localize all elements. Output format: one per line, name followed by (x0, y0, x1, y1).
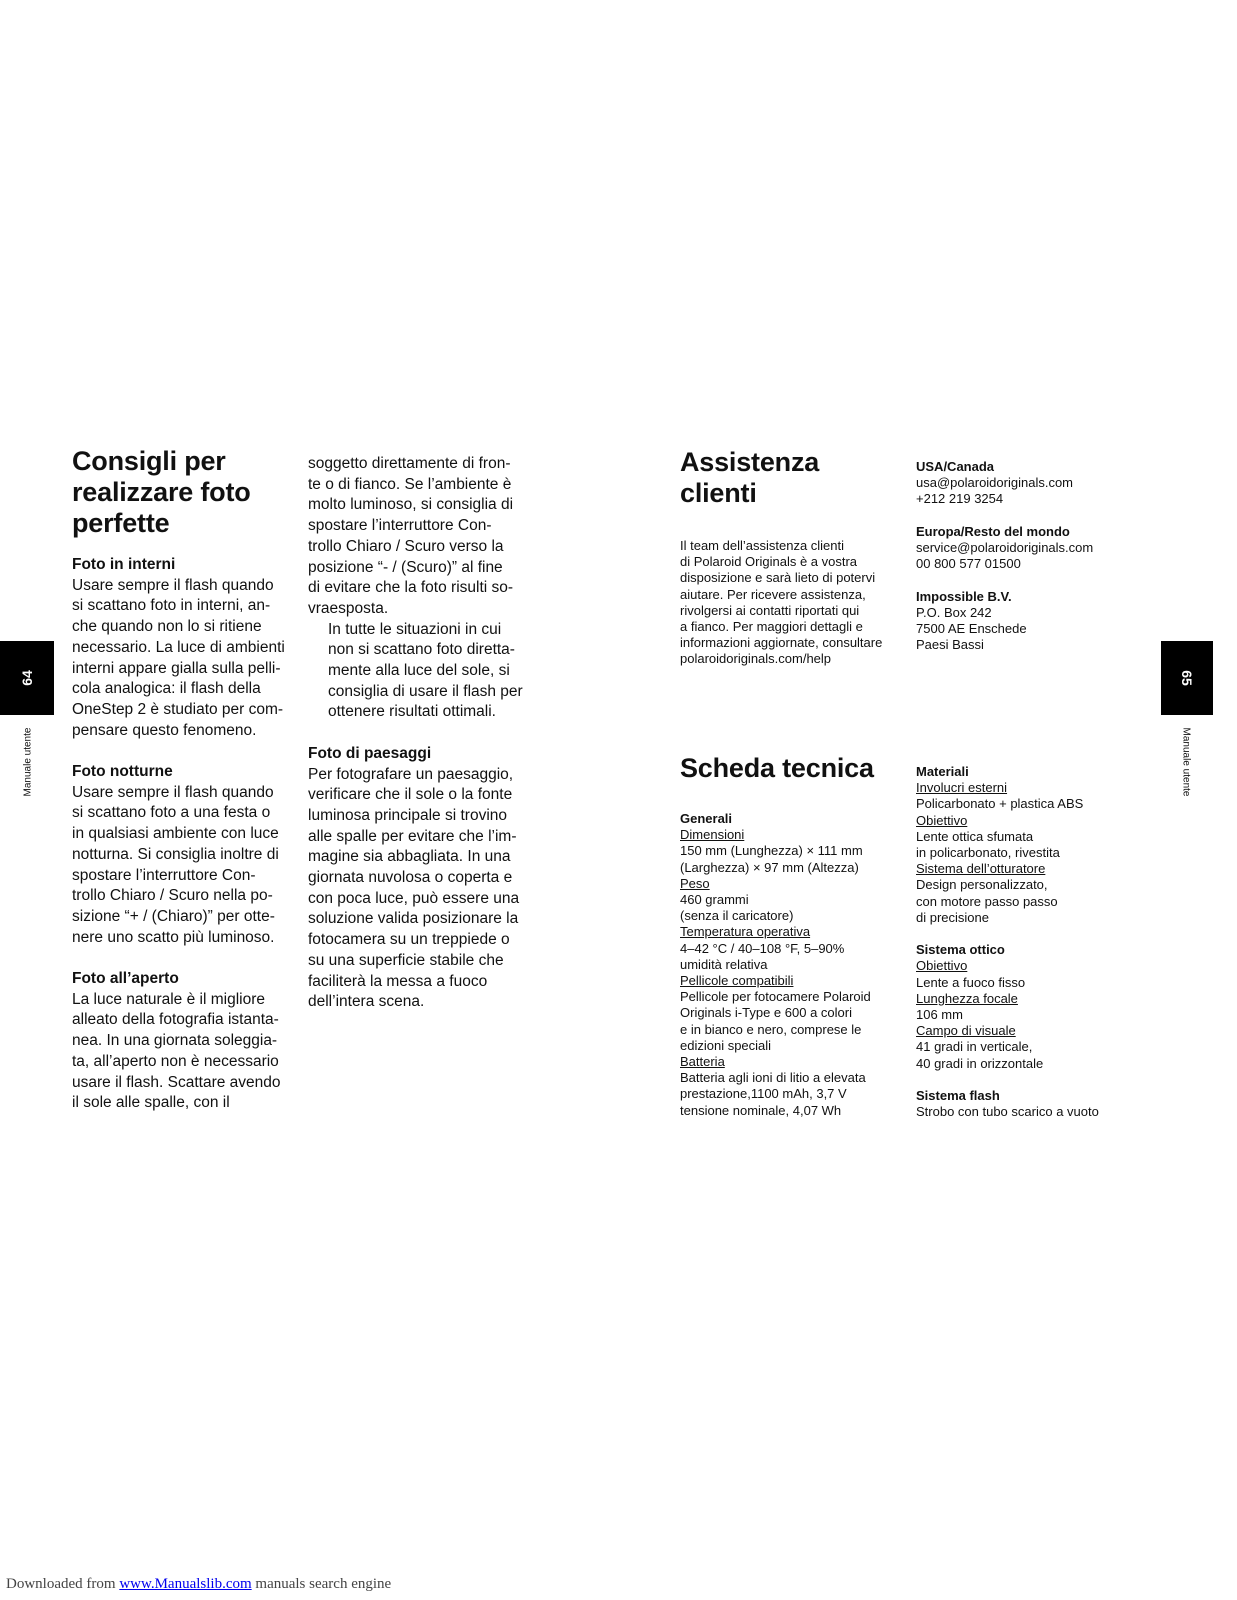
text-line: (Larghezza) × 97 mm (Altezza) (680, 859, 859, 875)
section-title-assistenza (680, 447, 900, 509)
text-line: trollo Chiaro / Scuro verso la (308, 537, 504, 555)
text-line: vraesposta. (308, 599, 389, 617)
text-line: Lente ottica sfumata (916, 828, 1034, 844)
text-line: Pellicole per fotocamere Polaroid (680, 989, 871, 1005)
spec-label-weight: Peso (680, 875, 710, 891)
contact-usa (916, 475, 1146, 507)
text-line: P.O. Box 242 (916, 604, 992, 620)
text-line: Usare sempre il flash quando (72, 783, 274, 801)
text-line: faciliterà la messa a fuoco (308, 972, 488, 990)
text-line: cola analogica: il flash della (72, 680, 261, 698)
spec-label-lens-material: Obiettivo (916, 812, 968, 828)
text-line: 40 gradi in orizzontale (916, 1055, 1044, 1071)
download-footer (6, 1576, 391, 1593)
text-line: trollo Chiaro / Scuro nella po- (72, 887, 273, 905)
text-line: in qualsiasi ambiente con luce (72, 825, 279, 843)
page-title-consigli (72, 446, 302, 539)
text-line: con motore passo passo (916, 893, 1058, 909)
text-line: polaroidoriginals.com/help (680, 651, 832, 667)
left-page (0, 0, 618, 1560)
spec-weight (680, 892, 912, 924)
page-number-tab-64 (0, 641, 54, 715)
spec-label-film: Pellicole compatibili (680, 973, 794, 989)
subheading-landscape: Foto di paesaggi (308, 744, 432, 762)
text-line: usare il flash. Scattare avendo (72, 1073, 281, 1091)
text-line: magine sia abbagliata. In una (308, 848, 511, 866)
contact-europe (916, 540, 1146, 572)
spec-heading-flash: Sistema flash (916, 1088, 1000, 1104)
contact-heading-usa: USA/Canada (916, 459, 995, 474)
spec-label-temperature: Temperatura operativa (680, 924, 811, 940)
text-line: alle spalle per evitare che l’im- (308, 827, 517, 845)
text-line: nea. In una giornata soleggia- (72, 1032, 278, 1050)
text-line: notturna. Si consiglia inoltre di (72, 845, 279, 863)
text-line: che quando non lo si ritiene (72, 618, 262, 636)
text-line: 150 mm (Lunghezza) × 111 mm (680, 843, 863, 859)
text-line: service@polaroidoriginals.com (916, 540, 1094, 555)
spec-lens (916, 975, 1148, 991)
page-number: 64 (19, 670, 35, 686)
text-line: interni appare gialla sulla pelli- (72, 659, 281, 677)
text-line: il sole alle spalle, con il (72, 1094, 230, 1112)
text-line: +212 219 3254 (916, 491, 1004, 507)
text-line: rivolgersi ai contatti riportati qui (680, 602, 860, 618)
text-line: non si scattano foto diretta- (328, 641, 515, 659)
text-line: Usare sempre il flash quando (72, 576, 274, 594)
text-line: alleato della fotografia istanta- (72, 1011, 279, 1029)
paragraph-outdoor-cont (308, 454, 544, 620)
text-line: nere uno scatto più luminoso. (72, 928, 275, 946)
text-line: Lente a fuoco fisso (916, 974, 1026, 990)
manualslib-link[interactable]: www.Manualslib.com (119, 1576, 252, 1592)
text-line: Consigli per (72, 446, 226, 476)
text-line: usa@polaroidoriginals.com (916, 475, 1073, 491)
side-label-left: Manuale utente (22, 727, 34, 797)
text-line: (senza il caricatore) (680, 908, 794, 924)
text-line: Paesi Bassi (916, 637, 984, 653)
paragraph-landscape (308, 765, 544, 1013)
spec-flash (916, 1104, 1148, 1120)
contact-heading-europe: Europa/Resto del mondo (916, 523, 1070, 539)
text-line: informazioni aggiornate, consultare (680, 635, 883, 651)
text-line: tensione nominale, 4,07 Wh (680, 1102, 842, 1118)
text-line: realizzare foto (72, 477, 251, 507)
text-line: In tutte le situazioni in cui (328, 620, 502, 638)
text-line: pensare questo fenomeno. (72, 721, 257, 739)
footer-suffix: manuals search engine (251, 1576, 392, 1592)
text-line: Strobo con tubo scarico a vuoto (916, 1104, 1099, 1120)
text-line: Per fotografare un paesaggio, (308, 765, 514, 783)
spec-temperature (680, 941, 912, 973)
spec-heading-materials: Materiali (916, 764, 969, 779)
text-line: 460 grammi (680, 892, 749, 908)
specs-general-column (680, 811, 912, 1119)
text-line: posizione “- / (Scuro)” al fine (308, 558, 503, 576)
spec-film (680, 989, 912, 1054)
contact-company (916, 605, 1146, 654)
spec-view (916, 1039, 1148, 1071)
text-line: Batteria agli ioni di litio a elevata (680, 1070, 866, 1086)
text-line: consiglia di usare il flash per (328, 682, 523, 700)
page-number: 65 (1179, 670, 1195, 686)
text-line: spostare l’interruttore Con- (308, 517, 492, 535)
text-line: con poca luce, può essere una (308, 889, 520, 907)
text-line: si scattano foto a una festa o (72, 804, 271, 822)
spec-battery (680, 1070, 912, 1119)
text-line: La luce naturale è il migliore (72, 990, 265, 1008)
subheading-outdoor: Foto all’aperto (72, 970, 179, 988)
text-line: verificare che il sole o la fonte (308, 786, 513, 804)
text-line: Originals i-Type e 600 a colori (680, 1005, 852, 1021)
paragraph-flash-advice (308, 620, 544, 724)
text-line: 41 gradi in verticale, (916, 1039, 1033, 1055)
text-line: di Polaroid Originals è a vostra (680, 554, 858, 570)
text-line: fotocamera su un treppiede o (308, 931, 510, 949)
spec-label-battery: Batteria (680, 1054, 725, 1070)
text-line: si scattano foto in interni, an- (72, 597, 271, 615)
right-page (618, 0, 1237, 1560)
text-line: 4–42 °C / 40–108 °F, 5–90% (680, 940, 845, 956)
side-label-right: Manuale utente (1180, 727, 1192, 797)
text-line: luminosa principale si trovino (308, 806, 508, 824)
spec-label-lens: Obiettivo (916, 958, 968, 974)
column-2 (308, 454, 544, 1013)
contacts-column (916, 459, 1146, 653)
text-line: Policarbonato + plastica ABS (916, 796, 1084, 812)
column-1 (72, 555, 304, 1114)
paragraph-indoor (72, 576, 304, 742)
text-line: e in bianco e nero, comprese le (680, 1021, 862, 1037)
text-line: ta, all’aperto non è necessario (72, 1052, 279, 1070)
support-text (680, 538, 912, 668)
text-line: edizioni speciali (680, 1037, 772, 1053)
page-number-tab-65 (1161, 641, 1213, 715)
spec-label-shutter: Sistema dell’otturatore (916, 861, 1046, 877)
spec-focal (916, 1007, 1148, 1023)
text-line: OneStep 2 è studiato per com- (72, 700, 284, 718)
text-line: molto luminoso, si consiglia di (308, 496, 514, 514)
text-line: soluzione valida posizionare la (308, 910, 519, 928)
spec-heading-optics: Sistema ottico (916, 942, 1005, 958)
text-line: aiutare. Per ricevere assistenza, (680, 586, 866, 602)
spec-dimensions (680, 843, 912, 875)
paragraph-outdoor (72, 990, 304, 1114)
spec-lens-material (916, 829, 1148, 861)
text-line: necessario. La luce di ambienti (72, 638, 285, 656)
text-line: in policarbonato, rivestita (916, 845, 1060, 861)
spec-heading-general: Generali (680, 811, 733, 826)
footer-prefix: Downloaded from (6, 1576, 120, 1592)
contact-heading-company: Impossible B.V. (916, 588, 1012, 604)
text-line: perfette (72, 508, 170, 538)
text-line: disposizione e sarà lieto di potervi (680, 570, 876, 586)
specs-materials-column (916, 764, 1148, 1120)
text-line: mente alla luce del sole, si (328, 662, 510, 680)
text-line: giornata nuvolosa o coperta e (308, 869, 513, 887)
text-line: soggetto direttamente di fron- (308, 455, 511, 472)
text-line: clienti (680, 478, 757, 508)
text-line: Design personalizzato, (916, 877, 1048, 893)
text-line: 106 mm (916, 1007, 963, 1023)
subheading-indoor: Foto in interni (72, 556, 176, 573)
spec-label-focal: Lunghezza focale (916, 990, 1018, 1006)
text-line: sizione “+ / (Chiaro)” per otte- (72, 907, 275, 925)
text-line: 7500 AE Enschede (916, 621, 1027, 636)
paragraph-night (72, 783, 304, 949)
text-line: a fianco. Per maggiori dettagli e (680, 619, 863, 635)
spec-label-housing: Involucri esterni (916, 780, 1008, 796)
text-line: prestazione,1100 mAh, 3,7 V (680, 1086, 847, 1102)
text-line: Il team dell’assistenza clienti (680, 538, 845, 553)
spec-label-view: Campo di visuale (916, 1023, 1016, 1039)
text-line: te o di fianco. Se l’ambiente è (308, 475, 512, 493)
spec-shutter (916, 877, 1148, 926)
text-line: dell’intera scena. (308, 993, 425, 1011)
spec-label-dimensions: Dimensioni (680, 827, 745, 843)
subheading-night: Foto notturne (72, 763, 173, 781)
text-line: di evitare che la foto risulti so- (308, 579, 514, 597)
text-line: ottenere risultati ottimali. (328, 703, 496, 721)
section-title-scheda: Scheda tecnica (680, 753, 874, 783)
text-line: spostare l’interruttore Con- (72, 866, 256, 884)
text-line: su una superficie stabile che (308, 951, 504, 969)
text-line: 00 800 577 01500 (916, 556, 1021, 572)
spec-housing (916, 796, 1148, 812)
text-line: umidità relativa (680, 956, 768, 972)
text-line: di precisione (916, 909, 989, 925)
text-line: Assistenza (680, 447, 820, 477)
